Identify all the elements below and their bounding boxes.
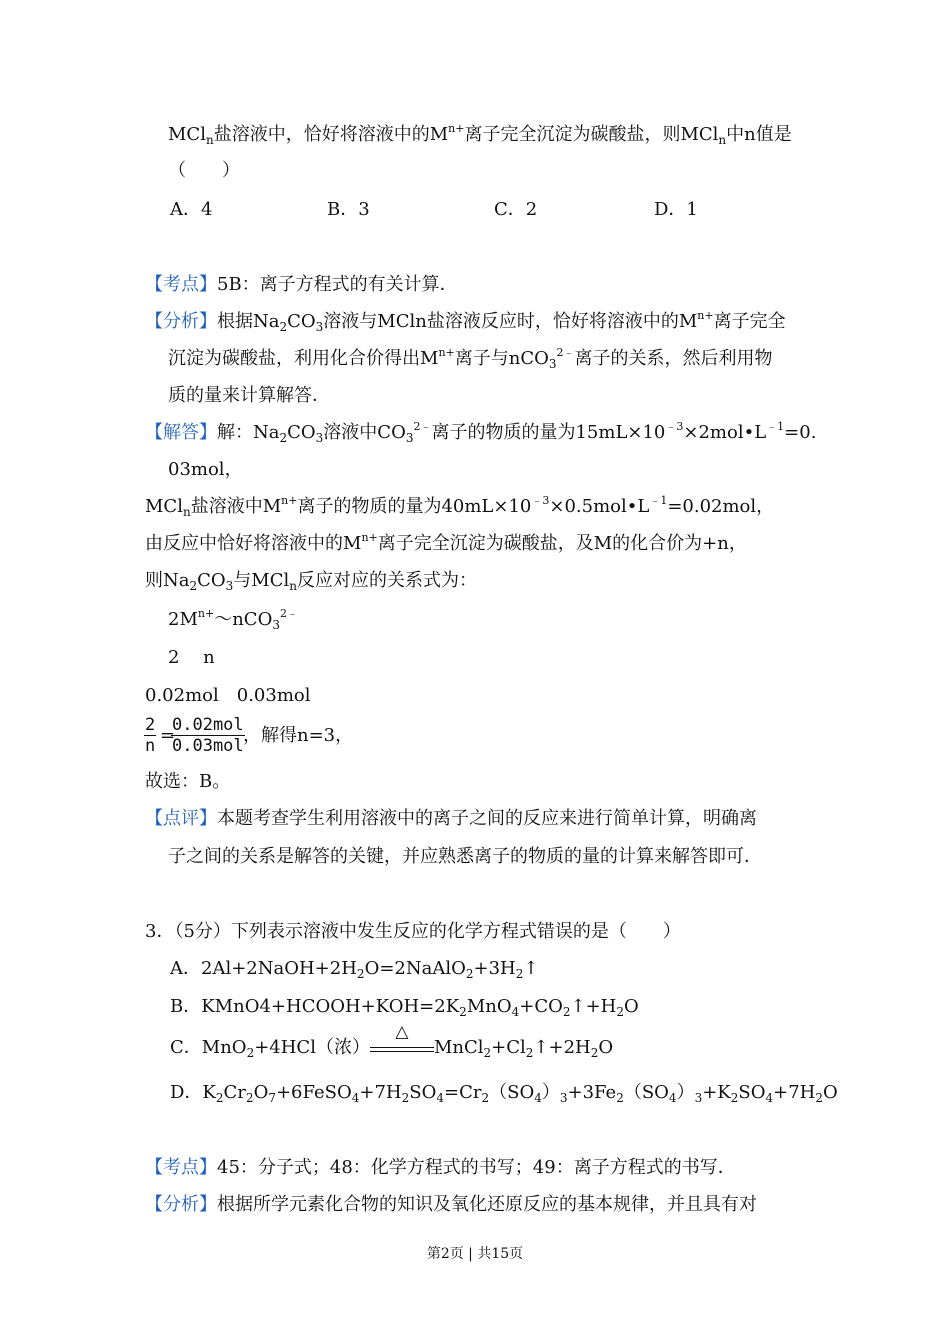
q2-option-b: B．3 — [327, 199, 370, 220]
q2-option-d: D．1 — [654, 199, 698, 220]
q2-stem-line: MCl$_n$盐溶液中，恰好将溶液中的$M^{n+}$离子完全沉淀为碳酸盐，则MCl$_n$中n值是 — [168, 122, 792, 147]
q2-fenxi-line3: 质的量来计算解答． — [168, 385, 330, 406]
heating-condition — [370, 1022, 434, 1060]
q2-jieda-line1: 【解答】解：$Na_2CO_3$溶液中$CO_3^{2﹣}$离子的物质的量为$15mL\times 10^{﹣3}\times 2mol•L^{﹣1}=0$. — [145, 420, 817, 445]
q3-kaodian: 【考点】45：分子式；48：化学方程式的书写；49：离子方程式的书写． — [145, 1157, 736, 1178]
q2-option-c: C．2 — [494, 199, 538, 220]
q2-fenxi-line2: 沉淀为碳酸盐，利用化合价得出$M^{n+}$离子与nCO$_3^{2﹣}$离子的关系，然后利用物 — [168, 346, 773, 371]
q2-jieda-line5: 则$Na_2CO_3$与MCl$_n$反应对应的关系式为： — [145, 570, 477, 593]
q2-dianping-line1: 【点评】本题考查学生利用溶液中的离子之间的反应来进行简单计算，明确离 — [145, 808, 757, 829]
q2-jieda-line4: 由反应中恰好将溶液中的$M^{n+}$离子完全沉淀为碳酸盐，及M的化合价为+n， — [145, 531, 747, 554]
q3-option-c: C．MnO$_2$+4HCl（浓） △ $MnCl_2+Cl_2↑+2H_2O$ — [170, 1022, 614, 1060]
fraction-right: 0.02mol 0.03mol — [172, 715, 244, 756]
q2-dianping-line2: 子之间的关系是解答的关键，并应熟悉离子的物质的量的计算来解答即可． — [168, 846, 762, 867]
q3-option-d: D．$K_2Cr_2O_7+6FeSO_4+7H_2SO_4=Cr_2(SO_4)_3+3Fe_2(SO_4)_3+K_2SO_4+7H_2O$ — [170, 1082, 838, 1105]
q3-stem: 3．（5分）下列表示溶液中发生反应的化学方程式错误的是（ ） — [145, 921, 681, 942]
heat-triangle-icon: △ — [395, 1022, 409, 1042]
q2-relation: $2M^{n+}\sim nCO_3^{2﹣}$ — [168, 607, 298, 632]
q2-jieda-line2: 03mol， — [168, 459, 243, 480]
q2-fenxi-line1: 【分析】根据$Na_2CO_3$溶液与MCln盐溶液反应时，恰好将溶液中的$M^{n+}$离子完全 — [145, 309, 786, 334]
q2-relation-coef: 2 n — [168, 647, 215, 668]
q3-fenxi: 【分析】根据所学元素化合物的知识及氧化还原反应的基本规律，并且具有对 — [145, 1194, 757, 1215]
q2-choose: 故选：B。 — [145, 771, 231, 792]
fraction-left: $\frac{2}{n}$ — [145, 715, 156, 756]
q2-option-a: A．4 — [170, 199, 213, 220]
q2-kaodian: 【考点】5B：离子方程式的有关计算． — [145, 274, 458, 295]
q3-option-a: A．$2Al+2NaOH+2H_2O=2NaAlO_2+3H_2↑$ — [170, 958, 539, 981]
q2-relation-amount: 0.02mol 0.03mol — [145, 685, 311, 706]
q2-solve: ，解得n=3， — [243, 725, 354, 746]
q2-paren: （ ） — [168, 160, 240, 181]
q3-option-b: B．$KMnO4+HCOOH+KOH=2K_2MnO_4+CO_2↑+H_2O$ — [170, 996, 639, 1019]
page-footer: 第2页 | 共15页 — [426, 1246, 524, 1262]
equals-sign: = — [160, 725, 176, 746]
q2-jieda-line3: MCl$_n$盐溶液中$M^{n+}$离子的物质的量为$40mL\times 10^{﹣3}\times 0.5mol•L^{﹣1}=0.02mol$， — [145, 494, 775, 519]
